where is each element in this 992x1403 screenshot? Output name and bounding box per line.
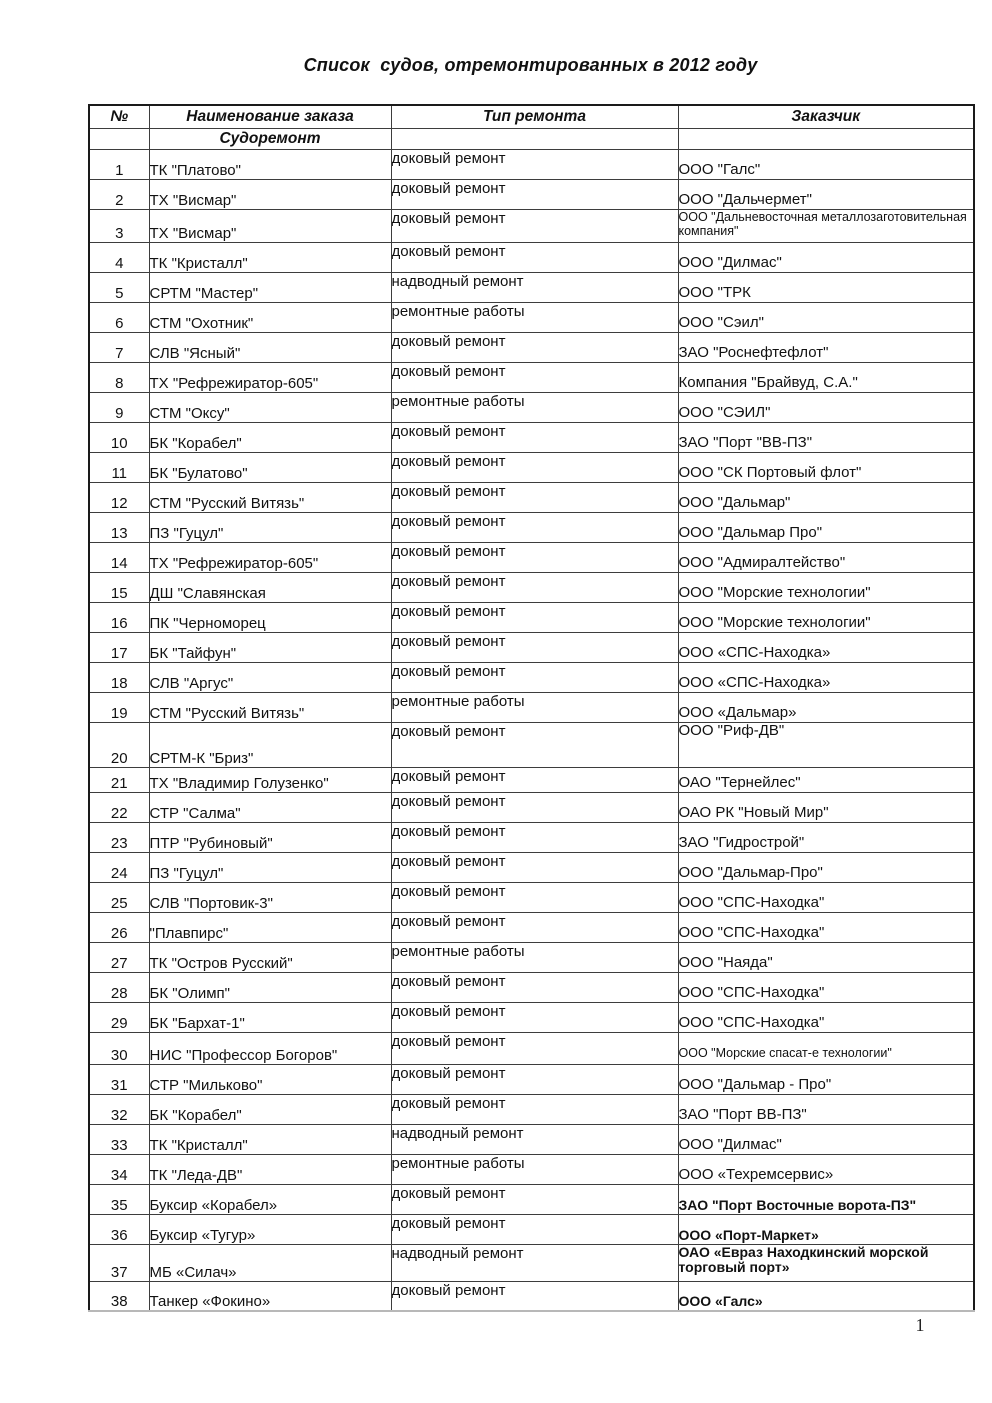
order-name-cell: СЛВ "Ясный" (149, 332, 391, 362)
repair-type-cell: доковый ремонт (391, 912, 678, 942)
customer-cell: ООО "Дальчермет" (678, 179, 974, 209)
row-number-cell: 30 (89, 1032, 149, 1064)
row-number-cell: 13 (89, 512, 149, 542)
repair-type-cell: доковый ремонт (391, 242, 678, 272)
repair-type-cell: доковый ремонт (391, 1184, 678, 1214)
order-name-cell: СТР "Мильково" (149, 1064, 391, 1094)
page-number: 1 (915, 1315, 925, 1335)
customer-cell: ООО "СЭИЛ" (678, 392, 974, 422)
repair-type-cell: доковый ремонт (391, 852, 678, 882)
repair-type-cell: доковый ремонт (391, 822, 678, 852)
subheader-section-label: Судоремонт (149, 128, 391, 149)
repair-type-cell: доковый ремонт (391, 422, 678, 452)
table-row (89, 179, 974, 209)
order-name-cell: СТМ "Русский Витязь" (149, 482, 391, 512)
customer-cell: ООО "Дилмас" (678, 242, 974, 272)
repair-type-cell: доковый ремонт (391, 482, 678, 512)
table-row (89, 1002, 974, 1032)
order-name-cell: СРТМ "Мастер" (149, 272, 391, 302)
column-header-number: № (89, 105, 149, 128)
repair-type-cell: доковый ремонт (391, 179, 678, 209)
customer-cell: ООО «Порт-Маркет» (678, 1214, 974, 1244)
customer-cell: ООО «Техремсервис» (678, 1154, 974, 1184)
column-header-order-name: Наименование заказа (149, 105, 391, 128)
customer-cell: ООО «СПС-Находка» (678, 662, 974, 692)
repair-type-cell: доковый ремонт (391, 1094, 678, 1124)
repair-type-cell: надводный ремонт (391, 1124, 678, 1154)
table-row (89, 362, 974, 392)
repair-type-cell: доковый ремонт (391, 149, 678, 179)
row-number-cell: 8 (89, 362, 149, 392)
customer-cell: ООО «Галс» (678, 1281, 974, 1311)
row-number-cell: 14 (89, 542, 149, 572)
repair-type-cell: доковый ремонт (391, 632, 678, 662)
customer-cell: ООО "Дальмар Про" (678, 512, 974, 542)
repair-type-cell: доковый ремонт (391, 1064, 678, 1094)
order-name-cell: ТХ "Рефрежиратор-605" (149, 362, 391, 392)
table-row (89, 1184, 974, 1214)
order-name-cell: ТК "Кристалл" (149, 1124, 391, 1154)
order-name-cell: ТХ "Владимир Голузенко" (149, 767, 391, 792)
row-number-cell: 33 (89, 1124, 149, 1154)
repair-type-cell: ремонтные работы (391, 392, 678, 422)
row-number-cell: 10 (89, 422, 149, 452)
customer-cell: ЗАО "Гидрострой" (678, 822, 974, 852)
row-number-cell: 1 (89, 149, 149, 179)
table-row (89, 972, 974, 1002)
table-row (89, 422, 974, 452)
table-row (89, 1094, 974, 1124)
row-number-cell: 29 (89, 1002, 149, 1032)
customer-cell: ООО "СПС-Находка" (678, 972, 974, 1002)
order-name-cell: БК "Корабел" (149, 1094, 391, 1124)
subheader-empty-cell (391, 128, 678, 149)
order-name-cell: БК "Тайфун" (149, 632, 391, 662)
table-row (89, 1064, 974, 1094)
row-number-cell: 28 (89, 972, 149, 1002)
row-number-cell: 27 (89, 942, 149, 972)
row-number-cell: 15 (89, 572, 149, 602)
row-number-cell: 4 (89, 242, 149, 272)
order-name-cell: НИС "Профессор Богоров" (149, 1032, 391, 1064)
table-row (89, 632, 974, 662)
customer-cell: ЗАО "Роснефтефлот" (678, 332, 974, 362)
table-row (89, 662, 974, 692)
table-row (89, 332, 974, 362)
repair-type-cell: доковый ремонт (391, 512, 678, 542)
table-row (89, 692, 974, 722)
row-number-cell: 3 (89, 209, 149, 242)
repair-type-cell: ремонтные работы (391, 692, 678, 722)
row-number-cell: 34 (89, 1154, 149, 1184)
table-row (89, 1154, 974, 1184)
customer-cell: ООО "Дальневосточная металлозаготовительная компания" (678, 209, 974, 242)
row-number-cell: 23 (89, 822, 149, 852)
table-row (89, 882, 974, 912)
table-row (89, 209, 974, 242)
table-row (89, 452, 974, 482)
customer-cell: ООО "Дальмар" (678, 482, 974, 512)
row-number-cell: 21 (89, 767, 149, 792)
repair-type-cell: доковый ремонт (391, 602, 678, 632)
row-number-cell: 35 (89, 1184, 149, 1214)
customer-cell: ОАО «Евраз Находкинский морской торговый порт» (678, 1244, 974, 1281)
row-number-cell: 32 (89, 1094, 149, 1124)
order-name-cell: БК "Бархат-1" (149, 1002, 391, 1032)
table-row (89, 482, 974, 512)
order-name-cell: ТХ "Висмар" (149, 209, 391, 242)
customer-cell: ООО «Дальмар» (678, 692, 974, 722)
customer-cell: ООО "Наяда" (678, 942, 974, 972)
repair-type-cell: надводный ремонт (391, 272, 678, 302)
customer-cell: ООО "Дилмас" (678, 1124, 974, 1154)
customer-cell: ЗАО "Порт Восточные ворота-ПЗ" (678, 1184, 974, 1214)
table-row (89, 272, 974, 302)
table-row (89, 1124, 974, 1154)
customer-cell: Компания "Брайвуд, С.А." (678, 362, 974, 392)
repair-type-cell: доковый ремонт (391, 542, 678, 572)
repair-type-cell: доковый ремонт (391, 1281, 678, 1311)
table-row (89, 572, 974, 602)
table-row (89, 302, 974, 332)
customer-cell: ОАО РК "Новый Мир" (678, 792, 974, 822)
row-number-cell: 20 (89, 722, 149, 767)
repair-type-cell: доковый ремонт (391, 332, 678, 362)
table-row (89, 1244, 974, 1281)
row-number-cell: 2 (89, 179, 149, 209)
repair-type-cell: доковый ремонт (391, 572, 678, 602)
order-name-cell: Танкер «Фокино» (149, 1281, 391, 1311)
repair-type-cell: доковый ремонт (391, 792, 678, 822)
row-number-cell: 37 (89, 1244, 149, 1281)
repair-type-cell: ремонтные работы (391, 942, 678, 972)
table-row (89, 242, 974, 272)
customer-cell: ООО "Дальмар - Про" (678, 1064, 974, 1094)
table-subheader-row (89, 128, 974, 149)
order-name-cell: ТХ "Висмар" (149, 179, 391, 209)
customer-cell: ООО "СК Портовый флот" (678, 452, 974, 482)
column-header-customer: Заказчик (678, 105, 974, 128)
row-number-cell: 5 (89, 272, 149, 302)
order-name-cell: МБ «Силач» (149, 1244, 391, 1281)
order-name-cell: БК "Булатово" (149, 452, 391, 482)
customer-cell: ООО "Морские технологии" (678, 572, 974, 602)
order-name-cell: ПЗ "Гуцул" (149, 512, 391, 542)
order-name-cell: ТК "Остров Русский" (149, 942, 391, 972)
repair-type-cell: доковый ремонт (391, 209, 678, 242)
row-number-cell: 36 (89, 1214, 149, 1244)
table-row (89, 767, 974, 792)
order-name-cell: ПТР "Рубиновый" (149, 822, 391, 852)
table-header-row (89, 105, 974, 128)
order-name-cell: ТК "Кристалл" (149, 242, 391, 272)
repair-type-cell: доковый ремонт (391, 882, 678, 912)
order-name-cell: СЛВ "Аргус" (149, 662, 391, 692)
repair-type-cell: ремонтные работы (391, 1154, 678, 1184)
table-row (89, 792, 974, 822)
customer-cell: ООО "ТРК (678, 272, 974, 302)
table-row (89, 822, 974, 852)
order-name-cell: ТК "Леда-ДВ" (149, 1154, 391, 1184)
repair-type-cell: доковый ремонт (391, 1002, 678, 1032)
subheader-empty-cell (89, 128, 149, 149)
repair-type-cell: доковый ремонт (391, 362, 678, 392)
order-name-cell: ПЗ "Гуцул" (149, 852, 391, 882)
order-name-cell: Буксир «Тугур» (149, 1214, 391, 1244)
row-number-cell: 6 (89, 302, 149, 332)
row-number-cell: 7 (89, 332, 149, 362)
row-number-cell: 16 (89, 602, 149, 632)
subheader-empty-cell (678, 128, 974, 149)
repair-type-cell: надводный ремонт (391, 1244, 678, 1281)
table-row (89, 722, 974, 767)
table-row (89, 1281, 974, 1311)
table-row (89, 1214, 974, 1244)
repair-type-cell: доковый ремонт (391, 722, 678, 767)
order-name-cell: ТК "Платово" (149, 149, 391, 179)
order-name-cell: БК "Олимп" (149, 972, 391, 1002)
row-number-cell: 19 (89, 692, 149, 722)
customer-cell: ООО "Галс" (678, 149, 974, 179)
customer-cell: ЗАО "Порт ВВ-ПЗ" (678, 1094, 974, 1124)
customer-cell: ООО "Морские спасат-е технологии" (678, 1032, 974, 1064)
row-number-cell: 26 (89, 912, 149, 942)
table-row (89, 1032, 974, 1064)
customer-cell: ООО "СПС-Находка" (678, 882, 974, 912)
repair-type-cell: доковый ремонт (391, 662, 678, 692)
page-title: Список судов, отремонтированных в 2012 году (303, 55, 758, 75)
order-name-cell: СРТМ-К "Бриз" (149, 722, 391, 767)
table-row (89, 912, 974, 942)
column-header-repair-type: Тип ремонта (391, 105, 678, 128)
table-row (89, 149, 974, 179)
customer-cell: ООО "Сэил" (678, 302, 974, 332)
row-number-cell: 22 (89, 792, 149, 822)
order-name-cell: СТМ "Оксу" (149, 392, 391, 422)
table-row (89, 392, 974, 422)
ships-table (88, 104, 975, 1312)
order-name-cell: СЛВ "Портовик-3" (149, 882, 391, 912)
row-number-cell: 38 (89, 1281, 149, 1311)
table-body (89, 149, 974, 1311)
order-name-cell: СТМ "Русский Витязь" (149, 692, 391, 722)
order-name-cell: ПК "Черноморец (149, 602, 391, 632)
customer-cell: ОАО "Тернейлес" (678, 767, 974, 792)
table-row (89, 942, 974, 972)
row-number-cell: 12 (89, 482, 149, 512)
customer-cell: ООО "СПС-Находка" (678, 912, 974, 942)
customer-cell: ЗАО "Порт "ВВ-ПЗ" (678, 422, 974, 452)
order-name-cell: "Плавпирс" (149, 912, 391, 942)
repair-type-cell: доковый ремонт (391, 1214, 678, 1244)
row-number-cell: 9 (89, 392, 149, 422)
row-number-cell: 24 (89, 852, 149, 882)
customer-cell: ООО "СПС-Находка" (678, 1002, 974, 1032)
table-row (89, 512, 974, 542)
table-row (89, 542, 974, 572)
order-name-cell: ДШ "Славянская (149, 572, 391, 602)
row-number-cell: 11 (89, 452, 149, 482)
order-name-cell: БК "Корабел" (149, 422, 391, 452)
repair-type-cell: доковый ремонт (391, 972, 678, 1002)
order-name-cell: Буксир «Корабел» (149, 1184, 391, 1214)
customer-cell: ООО "Адмиралтейство" (678, 542, 974, 572)
customer-cell: ООО «СПС-Находка» (678, 632, 974, 662)
order-name-cell: ТХ "Рефрежиратор-605" (149, 542, 391, 572)
table-row (89, 602, 974, 632)
row-number-cell: 18 (89, 662, 149, 692)
repair-type-cell: доковый ремонт (391, 452, 678, 482)
order-name-cell: СТМ "Охотник" (149, 302, 391, 332)
repair-type-cell: доковый ремонт (391, 1032, 678, 1064)
row-number-cell: 25 (89, 882, 149, 912)
table-row (89, 852, 974, 882)
row-number-cell: 31 (89, 1064, 149, 1094)
customer-cell: ООО "Морские технологии" (678, 602, 974, 632)
customer-cell: ООО "Риф-ДВ" (678, 722, 974, 767)
repair-type-cell: ремонтные работы (391, 302, 678, 332)
customer-cell: ООО "Дальмар-Про" (678, 852, 974, 882)
order-name-cell: СТР "Салма" (149, 792, 391, 822)
row-number-cell: 17 (89, 632, 149, 662)
repair-type-cell: доковый ремонт (391, 767, 678, 792)
